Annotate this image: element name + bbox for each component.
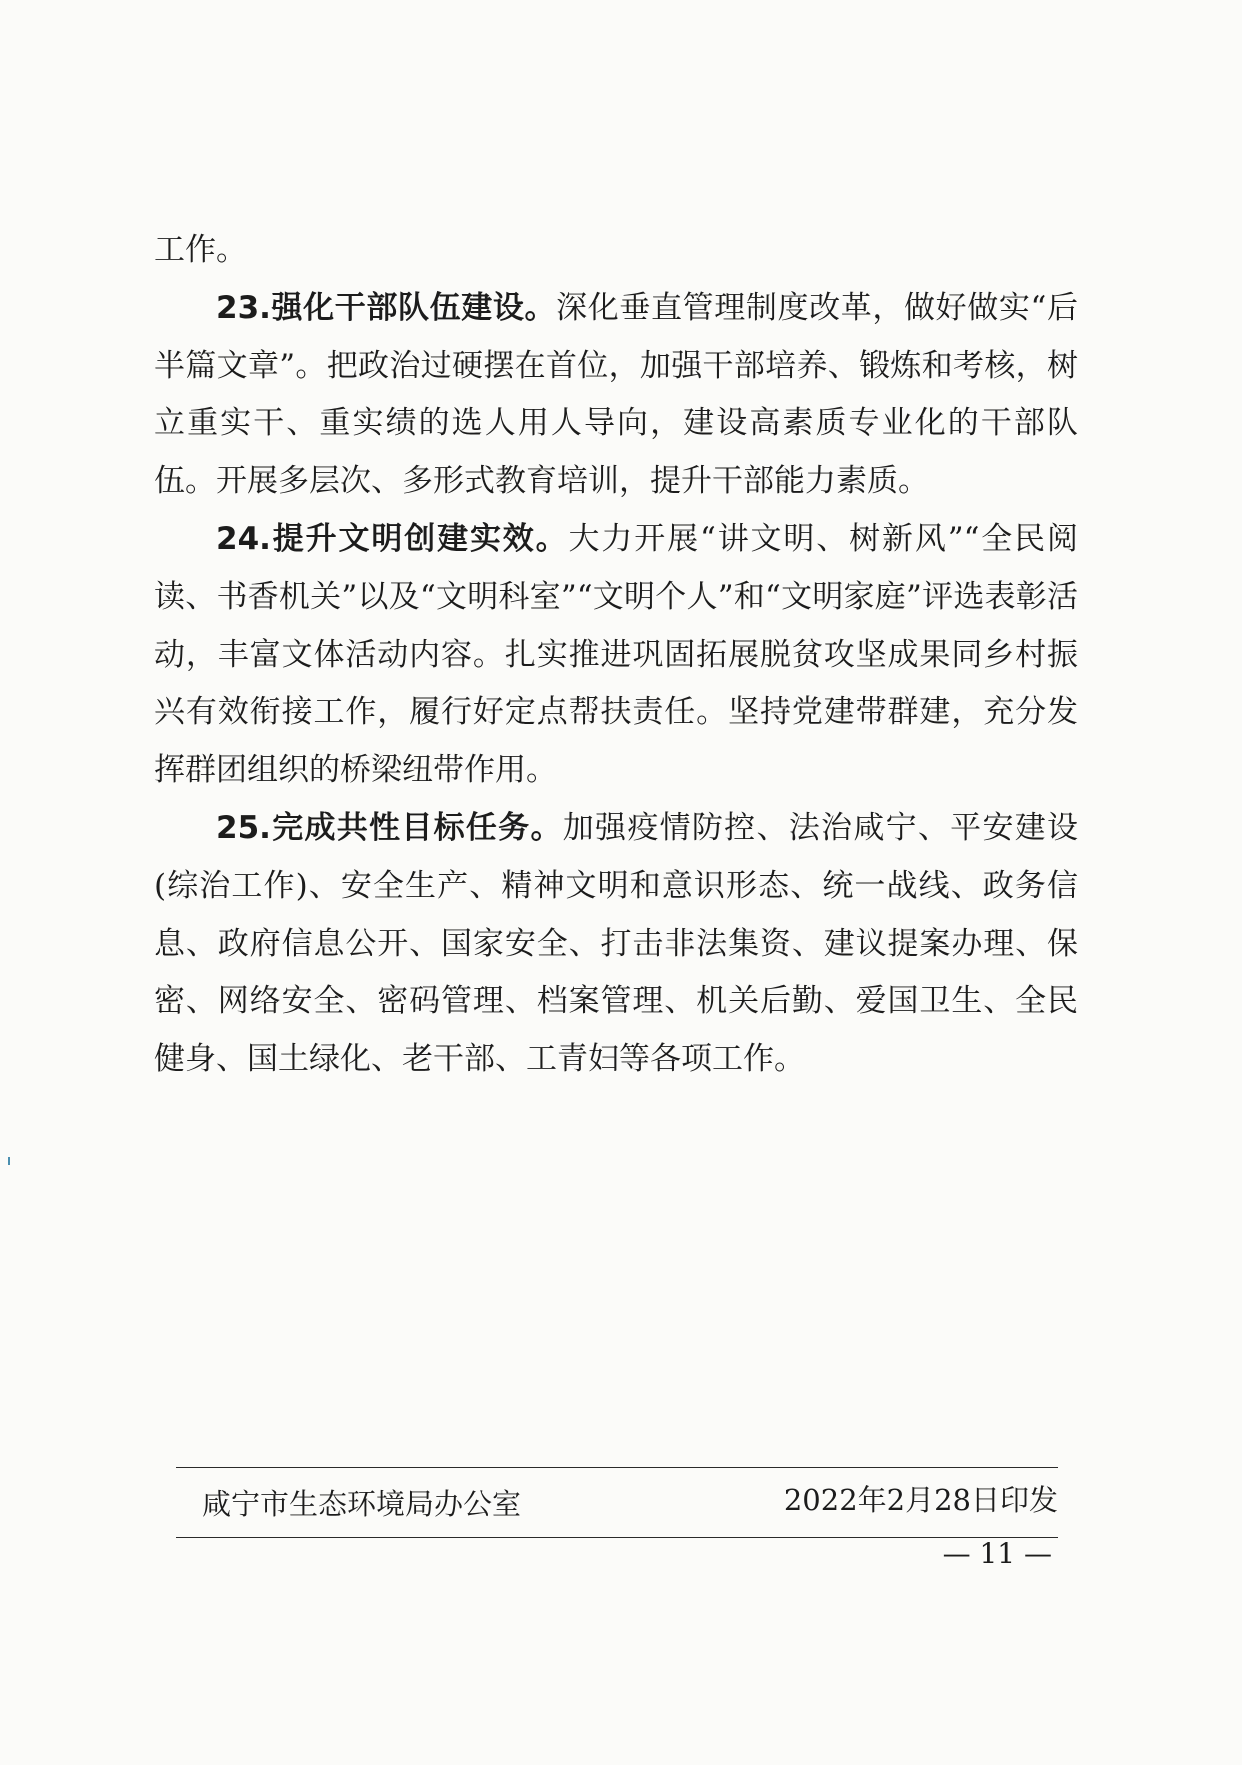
page-number: — 11 —	[942, 1537, 1052, 1570]
item-23-number: 23.	[216, 289, 271, 326]
item-23-title: 强化干部队伍建设。	[270, 289, 557, 326]
item-24-title: 提升文明创建实效。	[270, 520, 569, 557]
scan-speck	[8, 1157, 10, 1165]
item-25-number: 25.	[216, 809, 271, 846]
footer-top-rule	[176, 1467, 1058, 1468]
continuation-line: 工作。	[154, 232, 247, 268]
item-23	[154, 280, 1078, 511]
item-25-title: 完成共性目标任务。	[270, 809, 563, 846]
item-25	[154, 800, 1078, 1089]
item-25-heading	[216, 810, 563, 846]
item-24-heading	[216, 521, 569, 557]
item-24-number: 24.	[216, 520, 271, 557]
item-25-body: 加强疫情防控、法治咸宁、平安建设(综治工作)、安全生产、精神文明和意识形态、统一战线、政务信息、政府信息公开、国家安全、打击非法集资、建议提案办理、保密、网络安全、密码管理、档案管理、机关后勤、爱国卫生、全民健身、国土绿化、老干部、工青妇等各项工作。	[154, 809, 1079, 1078]
item-23-body: 深化垂直管理制度改革，做好做实“后半篇文章”。把政治过硬摆在首位，加强干部培养、锻炼和考核，树立重实干、重实绩的选人用人导向，建设高素质专业化的干部队伍。开展多层次、多形式教育培训，提升干部能力素质。	[154, 289, 1078, 500]
footer-issue-date: 2022年2月28日印发	[783, 1483, 1058, 1517]
item-23-heading	[216, 290, 556, 326]
continuation-text	[154, 222, 1078, 280]
footer-issuer: 咸宁市生态环境局办公室	[202, 1487, 522, 1521]
item-24-body: 大力开展“讲文明、树新风”“全民阅读、书香机关”以及“文明科室”“文明个人”和“文明家庭”评选表彰活动，丰富文体活动内容。扎实推进巩固拓展脱贫攻坚成果同乡村振兴有效衔接工作，履行好定点帮扶责任。坚持党建带群建，充分发挥群团组织的桥梁纽带作用。	[154, 520, 1079, 789]
document-body	[154, 222, 1078, 1089]
footer-bottom-rule	[176, 1537, 1058, 1538]
item-24	[154, 511, 1078, 800]
